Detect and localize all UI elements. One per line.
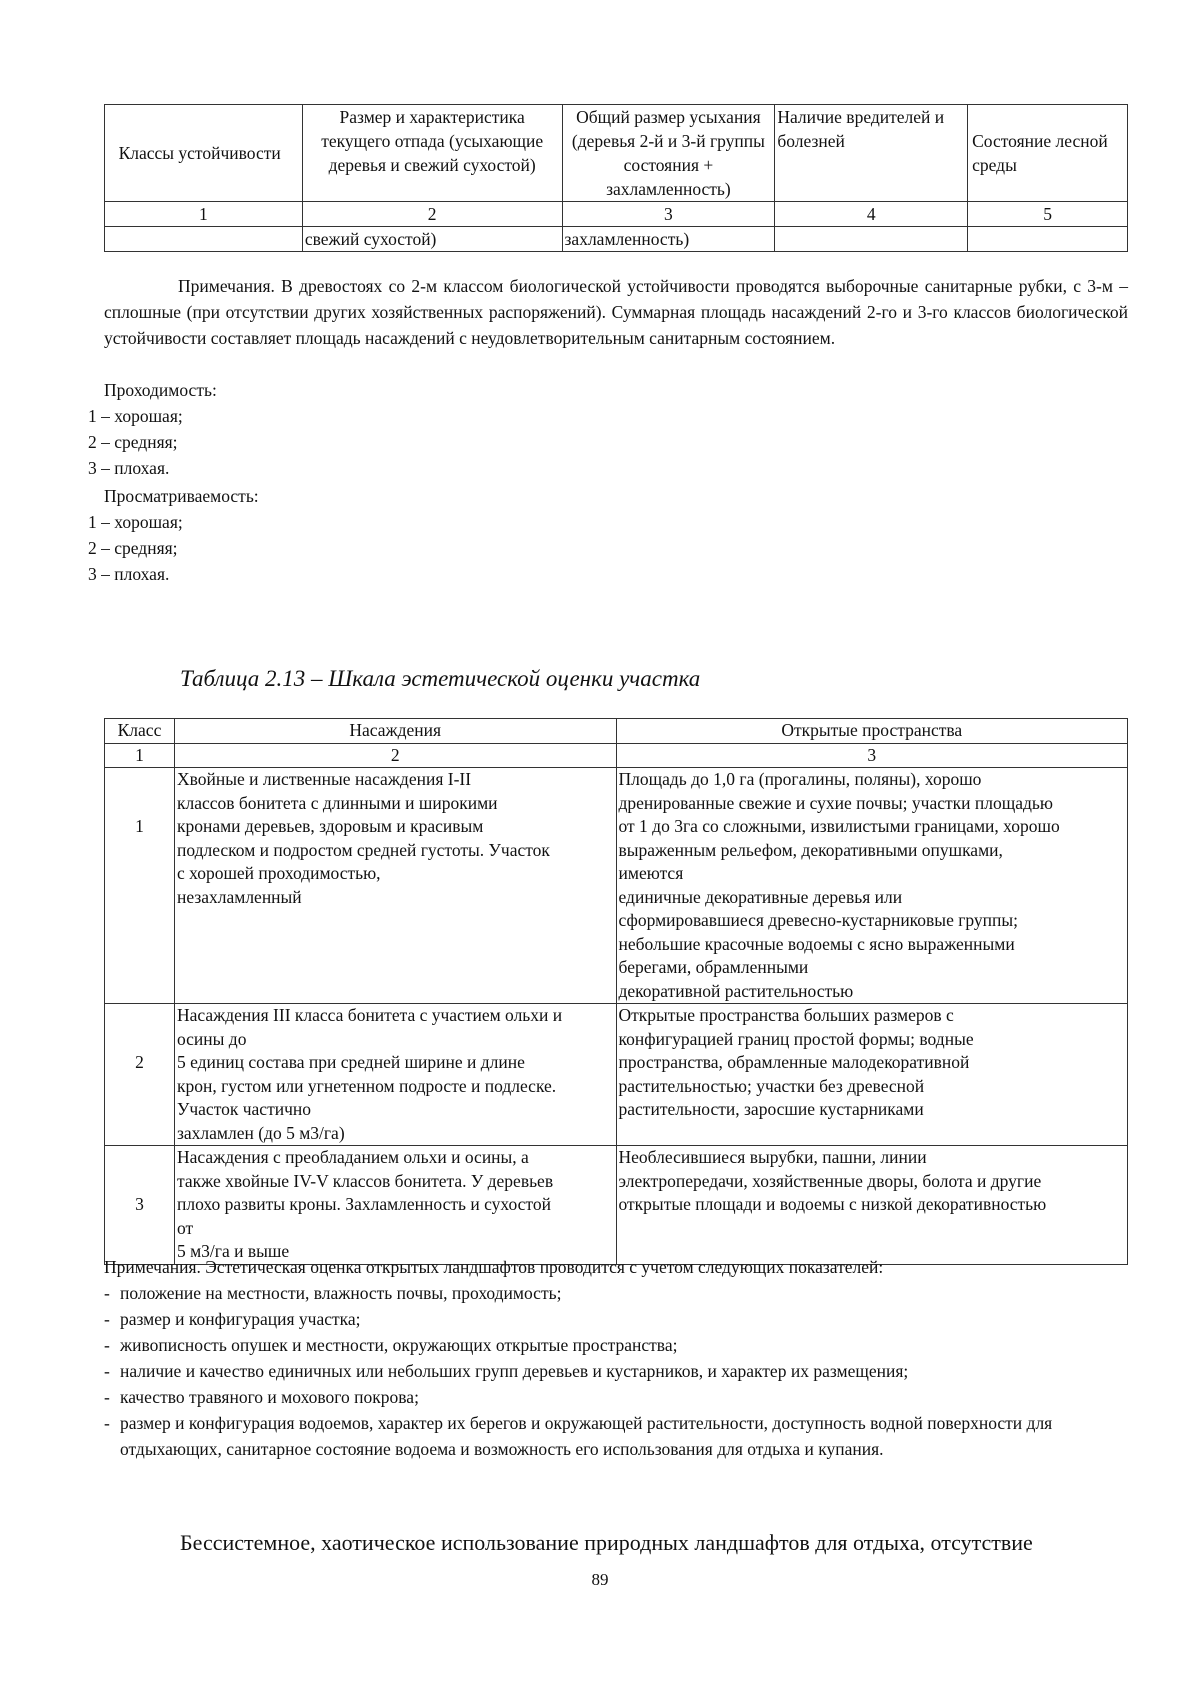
cell-line: конфигурацией границ простой формы; водные — [618, 1028, 974, 1049]
cell-line: незахламленный — [176, 886, 302, 907]
list-item: - живописность опушек и местности, окружающих открытые пространства; — [104, 1335, 678, 1355]
column-number-row — [105, 202, 1128, 227]
cell-line: открытые площади и водоемы с низкой декоративностью — [618, 1194, 1047, 1214]
passability-item: 3 – плохая. — [88, 458, 170, 478]
table-row — [105, 1146, 1128, 1265]
passability-item: 1 – хорошая; — [88, 406, 183, 426]
cell-line: также хвойные IV-V классов бонитета. У деревьев — [176, 1170, 554, 1191]
table-header-row — [105, 105, 1128, 202]
cell-line: захламлен (до 5 м3/га) — [176, 1122, 345, 1143]
col-number: 2 — [174, 743, 616, 768]
plantings-cell — [174, 1146, 616, 1265]
cell-line: подлеском и подростом средней густоты. Участок — [176, 839, 550, 860]
cell-line: крон, густом или угнетенном подросте и подлеске. — [176, 1075, 557, 1096]
cell-line: осины до — [176, 1028, 247, 1049]
passability-item: 2 – средняя; — [88, 432, 178, 452]
cell-line: имеются — [618, 863, 684, 883]
cell-line: Площадь до 1,0 га (прогалины, поляны), хорошо — [618, 769, 982, 789]
notes-paragraph: Примечания. В древостоях со 2-м классом биологической устойчивости проводятся выборочные санитарные рубки, с 3-м – сплошные (при отсутствии других хозяйственных распоряжений). Суммарная площадь насаждений 2-го и 3-го классов биологической устойчивости составляет площадь насаждений с неудовлетворительным санитарным состоянием. — [104, 276, 1128, 348]
header-open-spaces: Открытые пространства — [616, 719, 1127, 744]
class-cell: 2 — [105, 1004, 175, 1146]
cell-line: берегами, обрамленными — [618, 957, 809, 977]
list-item: - положение на местности, влажность почвы, проходимость; — [104, 1283, 562, 1303]
cell-line: растительности, заросшие кустарниками — [618, 1099, 924, 1119]
cell-line: плохо развиты кроны. Захламленность и сухостой — [176, 1194, 551, 1214]
open-spaces-cell — [616, 1146, 1127, 1265]
aesthetic-scale-table — [104, 718, 1128, 1265]
col-number: 3 — [562, 202, 775, 227]
header-total-drying: Общий размер усыхания (деревья 2-й и 3-й группы состояния + захламленность) — [562, 105, 775, 202]
visibility-item: 2 – средняя; — [88, 538, 178, 558]
header-plantings: Насаждения — [174, 719, 616, 744]
list-item: - размер и конфигурация водоемов, характер их берегов и окружающей растительности, доступность водной поверхности для отдыхающих, санитарное состояние водоема и возможность его использования для отдыха и купания. — [104, 1413, 1053, 1459]
cell-line: небольшие красочные водоемы с ясно выраженными — [618, 933, 1015, 954]
header-stability-classes: Классы устойчивости — [105, 105, 303, 202]
col-number: 2 — [302, 202, 562, 227]
col-number: 3 — [616, 743, 1127, 768]
table-cell — [105, 227, 303, 252]
cell-line: 5 единиц состава при средней ширине и длине — [176, 1052, 525, 1072]
cell-line: Хвойные и лиственные насаждения I-II — [176, 769, 472, 789]
list-item: - качество травяного и мохового покрова; — [104, 1387, 419, 1407]
cell-line: классов бонитета с длинными и широкими — [176, 792, 498, 813]
open-spaces-cell — [616, 768, 1127, 1004]
list-item: - размер и конфигурация участка; — [104, 1309, 361, 1329]
header-pests-diseases: Наличие вредителей и болезней — [775, 105, 968, 202]
cell-line: сформировавшиеся древесно-кустарниковые группы; — [618, 910, 1019, 930]
cell-line: декоративной растительностью — [618, 980, 854, 1001]
cell-line: Насаждения с преобладанием ольхи и осины, а — [176, 1147, 529, 1167]
table-row — [105, 227, 1128, 252]
visibility-title: Просматриваемость: — [104, 486, 259, 506]
table-row — [105, 1004, 1128, 1146]
cell-line: Участок частично — [176, 1099, 312, 1119]
plantings-cell — [174, 1004, 616, 1146]
table-header-row — [105, 719, 1128, 744]
header-current-dieback: Размер и характеристика текущего отпада (усыхающие деревья и свежий сухостой) — [302, 105, 562, 202]
closing-text: Бессистемное, хаотическое использование природных ландшафтов для отдыха, отсутствие — [180, 1530, 1033, 1555]
cell-line: растительностью; участки без древесной — [618, 1075, 925, 1096]
visibility-item: 3 – плохая. — [88, 564, 170, 584]
table-row — [105, 768, 1128, 1004]
visibility-item: 1 – хорошая; — [88, 512, 183, 532]
col-number: 4 — [775, 202, 968, 227]
cell-line: Необлесившиеся вырубки, пашни, линии — [618, 1147, 927, 1167]
cell-line: выраженным рельефом, декоративными опушками, — [618, 839, 1003, 860]
cell-line: единичные декоративные деревья или — [618, 886, 903, 907]
table-cell: свежий сухостой) — [302, 227, 562, 252]
open-spaces-cell — [616, 1004, 1127, 1146]
page-number: 89 — [591, 1570, 609, 1589]
col-number: 1 — [105, 202, 303, 227]
cell-line: от — [176, 1217, 194, 1238]
cell-line: Насаждения III класса бонитета с участием ольхи и — [176, 1005, 563, 1025]
plantings-cell — [174, 768, 616, 1004]
col-number: 1 — [105, 743, 175, 768]
table-cell: захламленность) — [562, 227, 775, 252]
cell-line: электропередачи, хозяйственные дворы, болота и другие — [618, 1170, 1042, 1191]
header-forest-environment: Состояние лесной среды — [968, 105, 1128, 202]
table-cell — [968, 227, 1128, 252]
class-cell: 3 — [105, 1146, 175, 1265]
list-item: - наличие и качество единичных или небольших групп деревьев и кустарников, и характер их размещения; — [104, 1361, 909, 1381]
notes2-title: Примечания. Эстетическая оценка открытых ландшафтов проводится с учетом следующих показателей: — [104, 1257, 884, 1277]
stability-classes-table — [104, 104, 1128, 252]
cell-line: Открытые пространства больших размеров с — [618, 1005, 954, 1025]
passability-title: Проходимость: — [104, 380, 217, 400]
header-class: Класс — [105, 719, 175, 744]
table-caption: Таблица 2.13 – Шкала эстетической оценки участка — [180, 666, 701, 691]
cell-line: кронами деревьев, здоровым и красивым — [176, 816, 484, 836]
col-number: 5 — [968, 202, 1128, 227]
cell-line: 5 м3/га и выше — [176, 1241, 290, 1261]
cell-line: с хорошей проходимостью, — [176, 863, 381, 883]
class-cell: 1 — [105, 768, 175, 1004]
column-number-row — [105, 743, 1128, 768]
cell-line: дренированные свежие и сухие почвы; участки площадью — [618, 792, 1053, 813]
table-cell — [775, 227, 968, 252]
cell-line: пространства, обрамленные малодекоративной — [618, 1052, 970, 1072]
cell-line: от 1 до 3га со сложными, извилистыми границами, хорошо — [618, 816, 1060, 836]
